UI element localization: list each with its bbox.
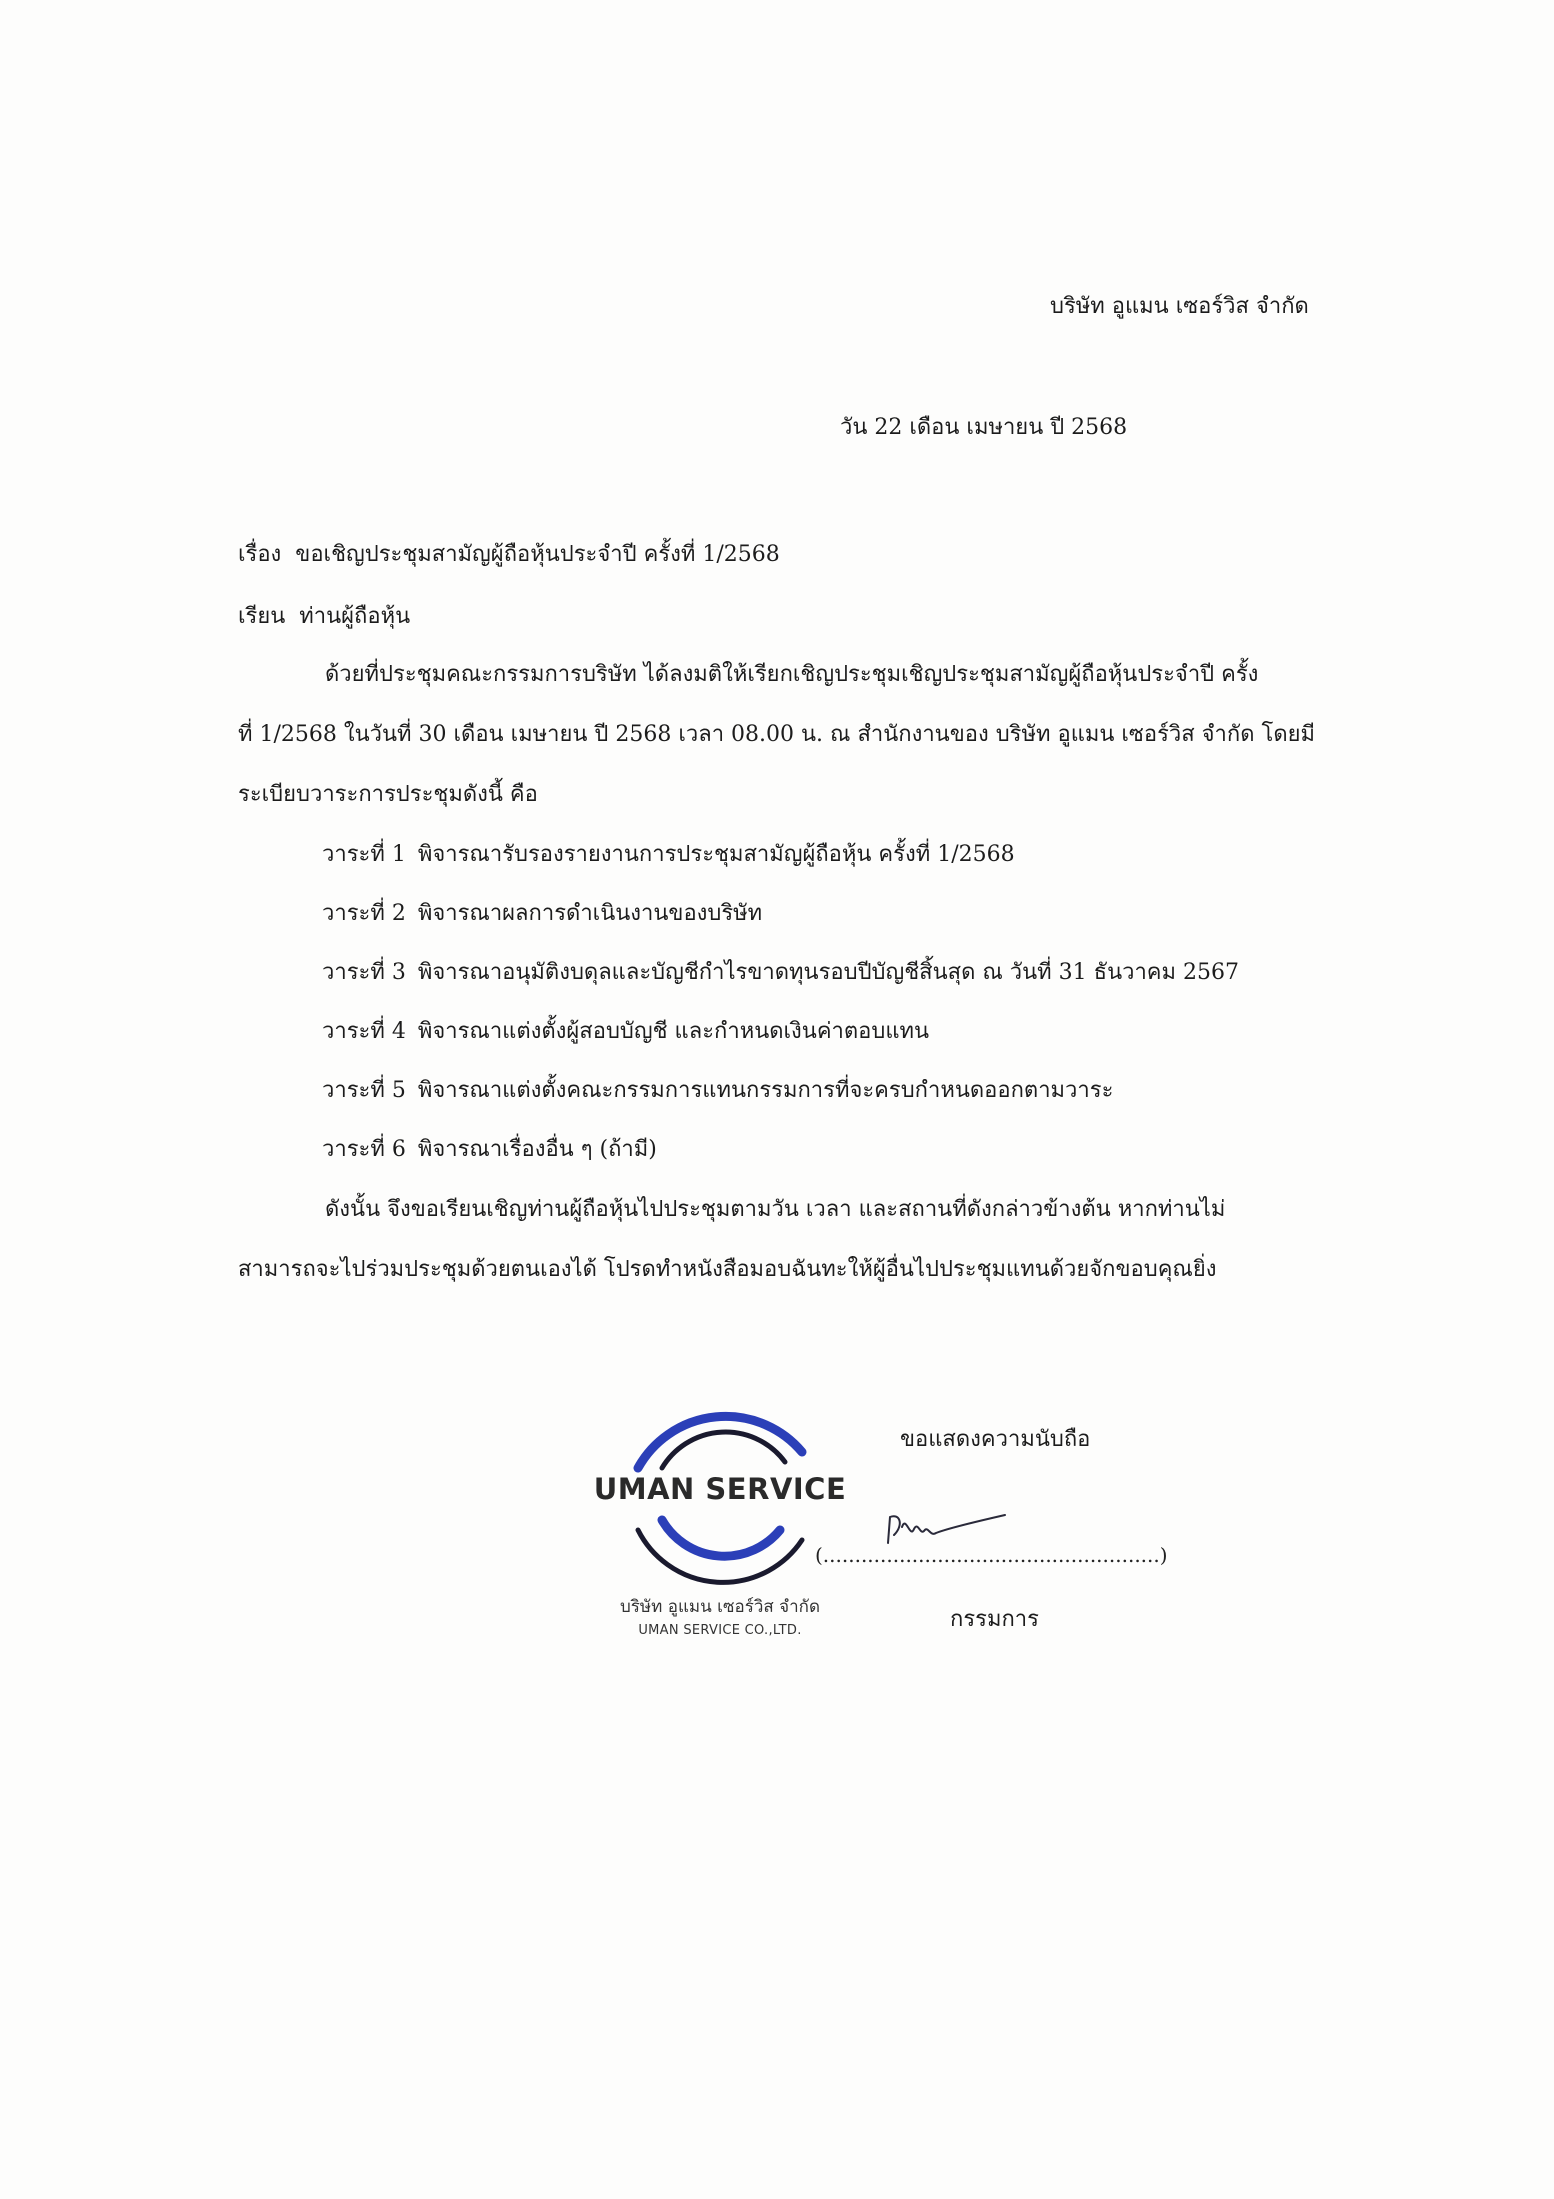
intro-paragraph-line-2: ที่ 1/2568 ในวันที่ 30 เดือน เมษายน ปี 2568 เวลา 08.00 น. ณ สำนักงานของ บริษัท อูแมน เซอร์วิส จำกัด โดยมี <box>238 722 1316 747</box>
closing-paragraph-line-2: สามารถจะไปร่วมประชุมด้วยตนเองได้ โปรดทำหนังสือมอบฉันทะให้ผู้อื่นไปประชุมแทนด้วยจักขอบคุณยิ่ง <box>238 1257 1217 1282</box>
logo-text: UMAN SERVICE <box>593 1472 847 1506</box>
closing-regards: ขอแสดงความนับถือ <box>900 1427 1091 1452</box>
seal-company-english: UMAN SERVICE CO.,LTD. <box>638 1623 802 1638</box>
agenda-label: วาระที่ 1 <box>322 842 406 867</box>
agenda-text: พิจารณาผลการดำเนินงานของบริษัท <box>417 901 763 926</box>
agenda-text: พิจารณาแต่งตั้งผู้สอบบัญชี และกำหนดเงินค่าตอบแทน <box>417 1019 930 1044</box>
agenda-item <box>322 1076 1113 1106</box>
agenda-text: พิจารณาอนุมัติงบดุลและบัญชีกำไรขาดทุนรอบปีบัญชีสิ้นสุด ณ วันที่ 31 ธันวาคม 2567 <box>417 960 1240 985</box>
agenda-label: วาระที่ 5 <box>322 1078 406 1103</box>
agenda-label: วาระที่ 6 <box>322 1137 406 1162</box>
agenda-label: วาระที่ 3 <box>322 960 406 985</box>
agenda-text: พิจารณารับรองรายงานการประชุมสามัญผู้ถือหุ้น ครั้งที่ 1/2568 <box>417 842 1015 867</box>
agenda-item <box>322 958 1239 988</box>
signature-line: (.....................................................) <box>815 1543 1168 1567</box>
agenda-text: พิจารณาเรื่องอื่น ๆ (ถ้ามี) <box>417 1137 657 1162</box>
seal-company-thai: บริษัท อูแมน เซอร์วิส จำกัด <box>620 1597 820 1617</box>
letter-date: วัน 22 เดือน เมษายน ปี 2568 <box>840 415 1128 440</box>
agenda-item <box>322 1135 657 1165</box>
closing-paragraph-line-1: ดังนั้น จึงขอเรียนเชิญท่านผู้ถือหุ้นไปประชุมตามวัน เวลา และสถานที่ดังกล่าวข้างต้น หากท่านไม่ <box>325 1197 1226 1222</box>
intro-paragraph-line-1: ด้วยที่ประชุมคณะกรรมการบริษัท ได้ลงมติให้เรียกเชิญประชุมเชิญประชุมสามัญผู้ถือหุ้นประจำปี ครั้ง <box>325 662 1259 687</box>
agenda-label: วาระที่ 2 <box>322 901 406 926</box>
company-header: บริษัท อูแมน เซอร์วิส จำกัด <box>1050 294 1309 319</box>
subject-line <box>238 540 780 570</box>
salutation-label: เรียน <box>238 604 286 629</box>
subject-text: ขอเชิญประชุมสามัญผู้ถือหุ้นประจำปี ครั้งที่ 1/2568 <box>295 542 780 567</box>
agenda-item <box>322 899 762 929</box>
agenda-item <box>322 840 1015 870</box>
agenda-label: วาระที่ 4 <box>322 1019 406 1044</box>
salutation-line <box>238 602 410 632</box>
salutation-text: ท่านผู้ถือหุ้น <box>299 604 411 629</box>
agenda-text: พิจารณาแต่งตั้งคณะกรรมการแทนกรรมการที่จะครบกำหนดออกตามวาระ <box>417 1078 1114 1103</box>
subject-label: เรื่อง <box>238 542 282 567</box>
signer-position: กรรมการ <box>950 1607 1039 1632</box>
intro-paragraph-line-3: ระเบียบวาระการประชุมดังนี้ คือ <box>238 782 538 807</box>
agenda-item <box>322 1017 929 1047</box>
